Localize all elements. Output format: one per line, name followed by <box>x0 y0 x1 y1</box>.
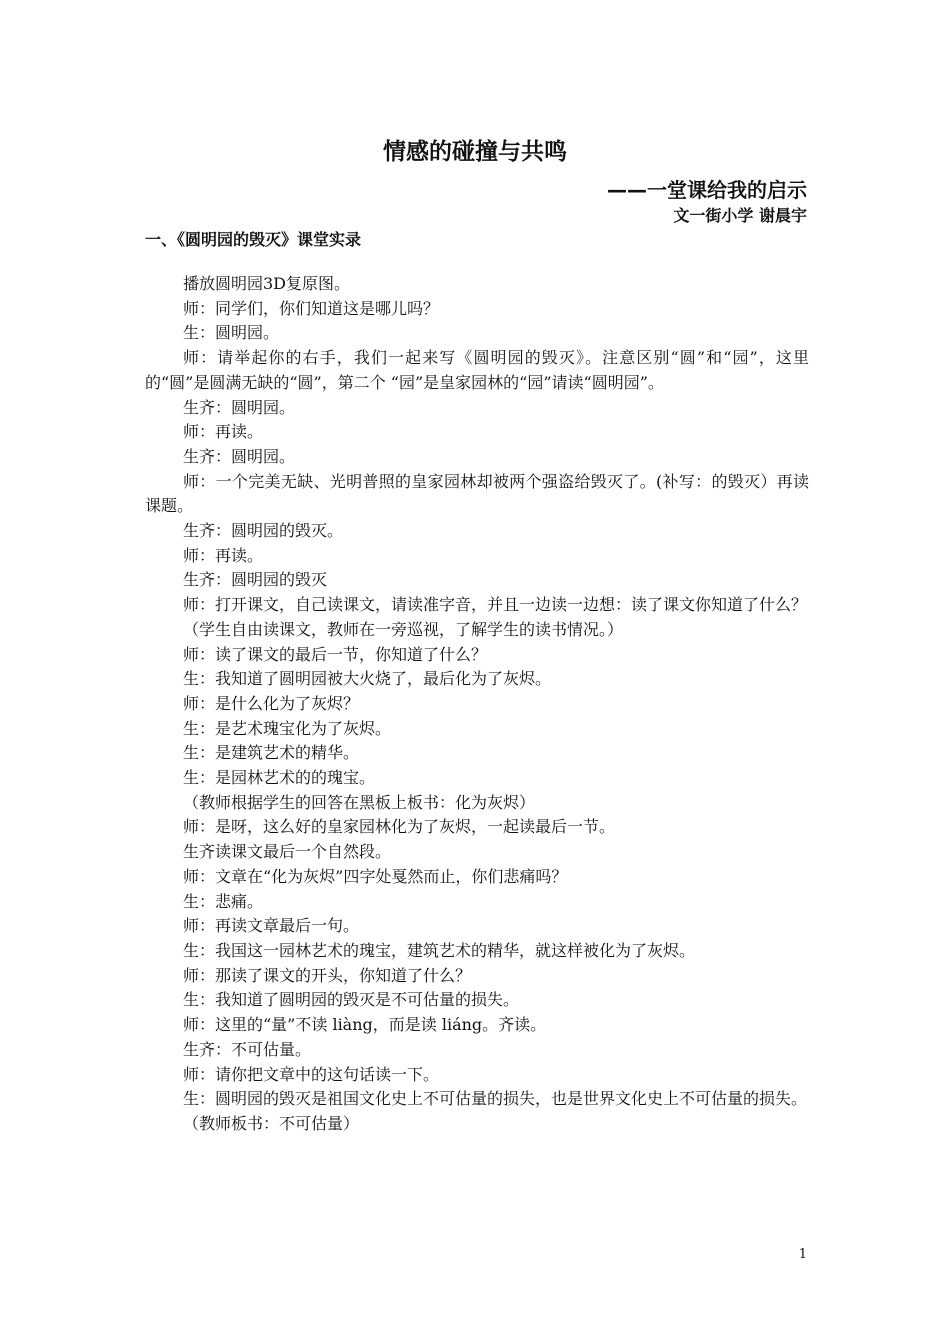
paragraph: 师：这里的“量”不读 liàng，而是读 liáng。齐读。 <box>183 1015 547 1035</box>
paragraph: 生：我国这一园林艺术的瑰宝，建筑艺术的精华，就这样被化为了灰烬。 <box>183 940 696 960</box>
paragraph: 生：我知道了圆明园的毁灭是不可估量的损失。 <box>183 990 520 1010</box>
paragraph: 师：打开课文，自己读课文，请读准字音，并且一边读一边想：读了课文你知道了什么？ <box>183 595 808 615</box>
paragraph: 生：悲痛。 <box>183 891 264 911</box>
paragraph: 师：是什么化为了灰烬？ <box>183 693 360 713</box>
paragraph: 生齐读课文最后一个自然段。 <box>183 842 392 862</box>
paragraph: （教师板书：不可估量） <box>183 1113 360 1133</box>
paragraph: 播放圆明园3D复原图。 <box>183 274 351 293</box>
paragraph: 师：读了课文的最后一节，你知道了什么？ <box>183 644 488 664</box>
paragraph: （学生自由读课文，教师在一旁巡视，了解学生的读书情况。） <box>183 619 624 639</box>
paragraph: 师：那读了课文的开头，你知道了什么？ <box>183 965 472 985</box>
paragraph: 生齐：不可估量。 <box>183 1039 312 1059</box>
paragraph: 师：文章在“化为灰烬”四字处戛然而止，你们悲痛吗？ <box>183 866 568 886</box>
paragraph: 生齐：圆明园。 <box>183 397 296 417</box>
page-subtitle: ——一堂课给我的启示 <box>607 178 807 202</box>
body-text <box>145 272 809 1137</box>
paragraph: 师：请你把文章中的这句话读一下。 <box>183 1064 440 1084</box>
paragraph: 生：我知道了圆明园被大火烧了，最后化为了灰烬。 <box>183 669 552 689</box>
paragraph: 师：再读。 <box>183 545 264 565</box>
paragraph: 生：是艺术瑰宝化为了灰烬。 <box>183 718 392 738</box>
paragraph: 师：一个完美无缺、光明普照的皇家园林却被两个强盗给毁灭了。(补写：的毁灭）再读课题。 <box>145 471 809 516</box>
paragraph: 生：是建筑艺术的精华。 <box>183 743 360 763</box>
paragraph: 师：再读文章最后一句。 <box>183 916 360 936</box>
paragraph: 生齐：圆明园。 <box>183 446 296 466</box>
paragraph: 生：圆明园。 <box>183 323 280 343</box>
paragraph: 生：是园林艺术的的瑰宝。 <box>183 768 376 788</box>
paragraph: （教师根据学生的回答在黑板上板书：化为灰烬） <box>183 792 536 812</box>
author-line: 文一街小学 谢晨宇 <box>673 206 807 225</box>
paragraph: 师：是呀，这么好的皇家园林化为了灰烬，一起读最后一节。 <box>183 817 616 837</box>
paragraph: 师：同学们，你们知道这是哪儿吗？ <box>183 298 440 318</box>
page-title: 情感的碰撞与共鸣 <box>383 139 567 165</box>
page-number: 1 <box>798 1247 807 1262</box>
paragraph: 生：圆明园的毁灭是祖国文化史上不可估量的损失，也是世界文化史上不可估量的损失。 <box>183 1089 808 1109</box>
paragraph: 生齐：圆明园的毁灭 <box>183 570 328 590</box>
section-heading: 一、《圆明园的毁灭》课堂实录 <box>145 230 362 249</box>
paragraph: 师：请举起你的右手，我们一起来写《圆明园的毁灭》。注意区别“圆”和“园”，这里的“圆”是圆满无缺的“圆”，第二个 “园”是皇家园林的“园”请读“圆明园”。 <box>145 348 809 392</box>
paragraph: 生齐：圆明园的毁灭。 <box>183 521 344 541</box>
paragraph: 师：再读。 <box>183 422 264 442</box>
